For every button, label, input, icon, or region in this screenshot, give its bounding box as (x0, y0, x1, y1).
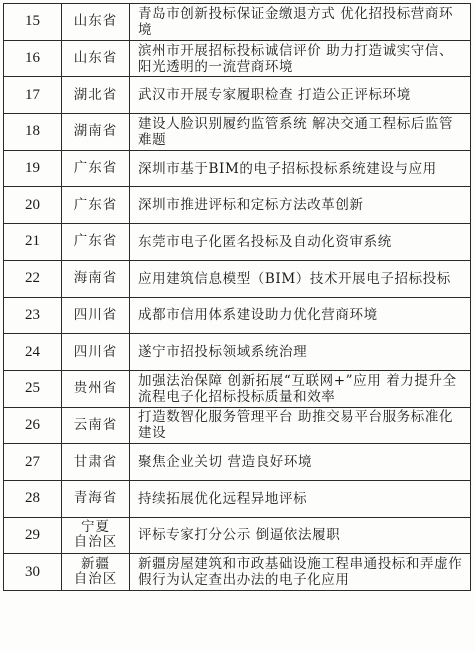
table-row (4, 224, 471, 261)
province-cell: 广东省 (62, 187, 130, 224)
table-row (4, 260, 471, 297)
province-cell: 山东省 (62, 40, 130, 77)
table-row (4, 40, 471, 77)
case-title: 滨州市开展招标投标诚信评价 助力打造诚实守信、阳光透明的一流营商环境 (130, 40, 471, 77)
province-cell: 青海省 (62, 480, 130, 517)
province-cell: 湖南省 (62, 114, 130, 151)
case-title: 深圳市推进评标和定标方法改革创新 (130, 187, 471, 224)
case-title: 评标专家打分公示 倒逼依法履职 (130, 517, 471, 554)
case-title: 建设人脸识别履约监管系统 解决交通工程标后监管难题 (130, 114, 471, 151)
province-cell: 四川省 (62, 297, 130, 334)
table-row (4, 554, 471, 591)
table-row (4, 297, 471, 334)
case-title: 加强法治保障 创新拓展“互联网+”应用 着力提升全流程电子化招标投标质量和效率 (130, 370, 471, 407)
row-number: 15 (4, 4, 62, 41)
province-cell: 山东省 (62, 4, 130, 41)
row-number: 18 (4, 114, 62, 151)
table-row (4, 407, 471, 444)
table-row (4, 4, 471, 41)
row-number: 22 (4, 260, 62, 297)
province-cell: 海南省 (62, 260, 130, 297)
province-cell: 广东省 (62, 150, 130, 187)
row-number: 17 (4, 77, 62, 114)
table-row (4, 517, 471, 554)
province-cell: 贵州省 (62, 370, 130, 407)
row-number: 25 (4, 370, 62, 407)
case-list-table (3, 3, 471, 591)
row-number: 30 (4, 554, 62, 591)
table-row (4, 444, 471, 481)
row-number: 29 (4, 517, 62, 554)
row-number: 16 (4, 40, 62, 77)
province-cell: 甘肃省 (62, 444, 130, 481)
row-number: 24 (4, 334, 62, 371)
case-title: 聚焦企业关切 营造良好环境 (130, 444, 471, 481)
table-row (4, 480, 471, 517)
province-cell: 湖北省 (62, 77, 130, 114)
row-number: 21 (4, 224, 62, 261)
table-row (4, 187, 471, 224)
case-title: 持续拓展优化远程异地评标 (130, 480, 471, 517)
province-cell: 新疆 自治区 (62, 554, 130, 591)
case-title: 青岛市创新投标保证金缴退方式 优化招投标营商环境 (130, 4, 471, 41)
case-title: 东莞市电子化匿名投标及自动化资审系统 (130, 224, 471, 261)
province-cell: 广东省 (62, 224, 130, 261)
case-title: 成都市信用体系建设助力优化营商环境 (130, 297, 471, 334)
case-title: 武汉市开展专家履职检查 打造公正评标环境 (130, 77, 471, 114)
row-number: 26 (4, 407, 62, 444)
row-number: 19 (4, 150, 62, 187)
table-row (4, 77, 471, 114)
province-cell: 宁夏 自治区 (62, 517, 130, 554)
case-title: 深圳市基于BIM的电子招标投标系统建设与应用 (130, 150, 471, 187)
table-row (4, 334, 471, 371)
row-number: 27 (4, 444, 62, 481)
row-number: 20 (4, 187, 62, 224)
case-title: 新疆房屋建筑和市政基础设施工程串通投标和弄虚作假行为认定查出办法的电子化应用 (130, 554, 471, 591)
province-cell: 云南省 (62, 407, 130, 444)
case-title: 打造数智化服务管理平台 助推交易平台服务标准化建设 (130, 407, 471, 444)
table-row (4, 114, 471, 151)
province-cell: 四川省 (62, 334, 130, 371)
table-body (4, 4, 471, 591)
table-row (4, 150, 471, 187)
case-title: 遂宁市招投标领域系统治理 (130, 334, 471, 371)
row-number: 28 (4, 480, 62, 517)
table-row (4, 370, 471, 407)
row-number: 23 (4, 297, 62, 334)
case-title: 应用建筑信息模型（BIM）技术开展电子招标投标 (130, 260, 471, 297)
